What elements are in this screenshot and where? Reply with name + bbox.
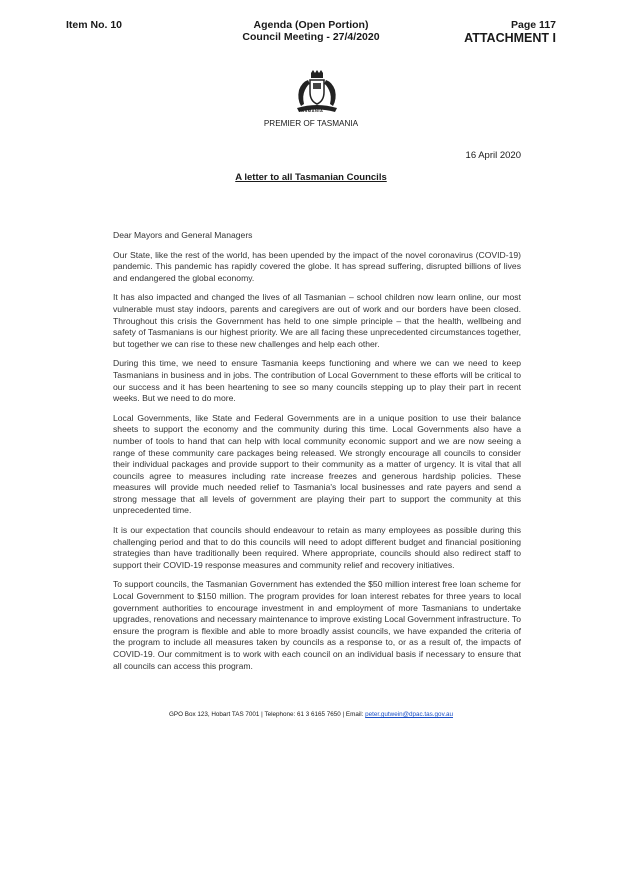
letter-date: 16 April 2020 xyxy=(465,150,521,161)
letter-body xyxy=(113,230,521,680)
office-title: PREMIER OF TASMANIA xyxy=(263,119,359,128)
paragraph: It is our expectation that councils should endeavour to retain as many employees as possible during this challenging period and that to do this councils will need to adopt different budget and financial positioning strategies than have traditionally been required. Where appropriate, councils should also redirect staff to support their COVID-19 response measures and community relief and recovery initiatives. xyxy=(113,525,521,570)
meeting-date: Council Meeting - 27/4/2020 xyxy=(242,31,380,43)
agenda-title: Agenda (Open Portion) xyxy=(253,19,369,31)
letter-subject: A letter to all Tasmanian Councils xyxy=(235,172,387,183)
attachment-label: ATTACHMENT I xyxy=(464,31,556,45)
paragraph: During this time, we need to ensure Tasmania keeps functioning and where we can we need to keep Tasmanians in business and in jobs. The contribution of Local Government to these efforts will be critical to our success and it has been heartening to see so many councils stepping up to play their part in recent weeks. But we need to do more. xyxy=(113,358,521,404)
salutation: Dear Mayors and General Managers xyxy=(113,230,253,240)
crest-label: TASMANIA xyxy=(298,108,324,113)
letter-footer xyxy=(0,711,622,718)
paragraph: It has also impacted and changed the lives of all Tasmanian – school children now learn online, our most vulnerable must stay indoors, parents and caregivers are out of work and our borders have been closed. Throughout this crisis the Government has held to one simple principle – that the health, wellbeing and safety of Tasmanians is our highest priority. We are all facing these unprecedented circumstances together, but together we can rise to these new challenges and help each other. xyxy=(113,292,521,349)
email-link[interactable]: peter.gutwein@dpac.tas.gov.au xyxy=(365,711,453,718)
paragraph: Local Governments, like State and Federal Governments are in a unique position to use their balance sheets to support the economy and the community during this time. Local Governments also have a number of tools to hand that can help with local community economic support and we are now seeing a range of these community care packages being released. We strongly encourage all councils to consider their individual packages and provide support to their community as a matter of urgency. It is vital that all councils agree to measures including rate increase freezes and generous hardship policies. These measures will provide much needed relief to Tasmania's local businesses and rate payers and send a strong message that all levels of government are playing their part to support the community at this unprecedented time. xyxy=(113,412,521,516)
footer-address: GPO Box 123, Hobart TAS 7001 | Telephone: 61 3 6165 7650 | Email: xyxy=(169,711,366,718)
paragraph: To support councils, the Tasmanian Government has extended the $50 million interest free loan scheme for Local Government to $150 million. The program provides for loan interest rebates for three years to local government authorities to encourage investment in and employment of more Tasmanians to undertake upgrades, renovations and necessary maintenance to improve existing Local Government infrastructure. To ensure the program is flexible and able to more broadly assist councils, we have expanded the criteria of the program to include all measures taken by councils as a response to, or as a result of, the impacts of COVID-19. Our commitment is to work with each council on an individual basis if necessary to ensure that all councils can access this program. xyxy=(113,579,521,671)
page-number: Page 117 xyxy=(511,19,556,31)
page-reference xyxy=(464,19,556,45)
item-number: Item No. 10 xyxy=(66,19,123,31)
paragraph: Our State, like the rest of the world, has been upended by the impact of the novel coronavirus (COVID-19) pandemic. This pandemic has rapidly covered the globe. It has spread suffering, disrupted billions of lives and endangered the global economy. xyxy=(113,249,521,283)
